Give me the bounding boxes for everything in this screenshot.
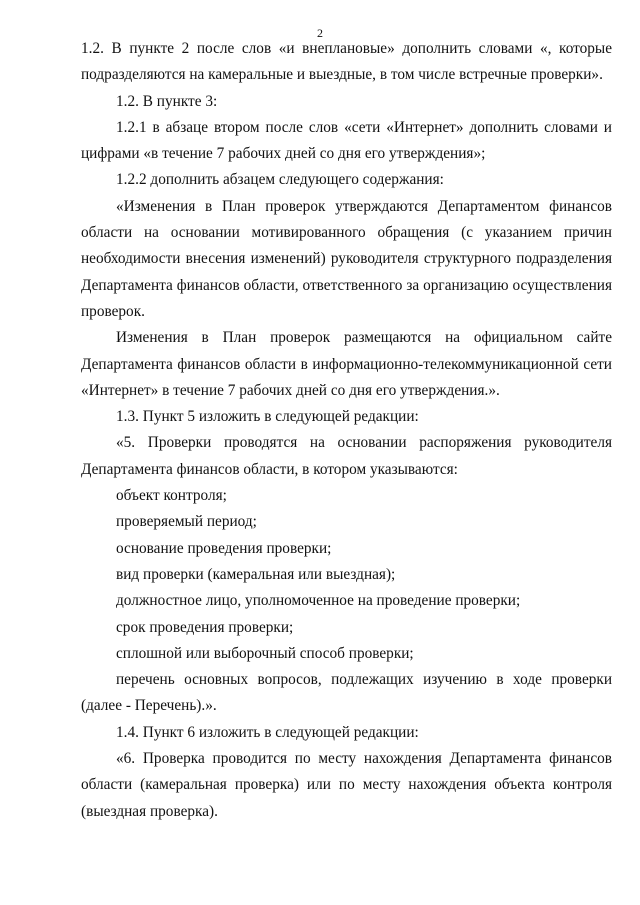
list-item: должностное лицо, уполномоченное на проведение проверки; — [116, 592, 521, 610]
paragraph: 1.2. В пункте 3: — [116, 92, 218, 110]
paragraph: 1.2. В пункте 2 после слов «и внеплановые» дополнить словами «, которые подразделяются на камеральные и выездные, в том числе встречные проверки». — [81, 40, 612, 84]
paragraph: «6. Проверка проводится по месту нахождения Департамента финансов области (камеральная проверка) или по месту нахождения объекта контроля (выездная проверка). — [81, 750, 612, 820]
paragraph: «Изменения в План проверок утверждаются Департаментом финансов области на основании мотивированного обращения (с указанием причин необходимости внесения изменений) руководителя структурного подразделения Департамента финансов области, ответственного за организацию осуществления проверок. — [81, 197, 612, 320]
paragraph: «5. Проверки проводятся на основании распоряжения руководителя Департамента финансов области, в котором указываются: — [81, 434, 612, 478]
paragraph: Изменения в План проверок размещаются на официальном сайте Департамента финансов области в информационно-телекоммуникационной сети «Интернет» в течение 7 рабочих дней со дня его утверждения.». — [81, 329, 612, 399]
paragraph: 1.3. Пункт 5 изложить в следующей редакции: — [116, 408, 419, 426]
document-body — [81, 36, 612, 825]
list-item: основание проведения проверки; — [116, 539, 332, 557]
list-item: объект контроля; — [116, 487, 227, 505]
list-item: срок проведения проверки; — [116, 618, 294, 636]
page-number: 2 — [317, 26, 323, 40]
paragraph: 1.2.1 в абзаце втором после слов «сети «Интернет» дополнить словами и цифрами «в течение 7 рабочих дней со дня его утверждения»; — [81, 118, 612, 163]
paragraph: перечень основных вопросов, подлежащих изучению в ходе проверки (далее - Перечень).». — [81, 671, 612, 715]
list-item: проверяемый период; — [116, 513, 257, 531]
paragraph: 1.4. Пункт 6 изложить в следующей редакции: — [116, 723, 419, 741]
list-item: вид проверки (камеральная или выездная); — [116, 565, 396, 583]
list-item: сплошной или выборочный способ проверки; — [116, 644, 414, 662]
paragraph: 1.2.2 дополнить абзацем следующего содержания: — [116, 171, 444, 189]
